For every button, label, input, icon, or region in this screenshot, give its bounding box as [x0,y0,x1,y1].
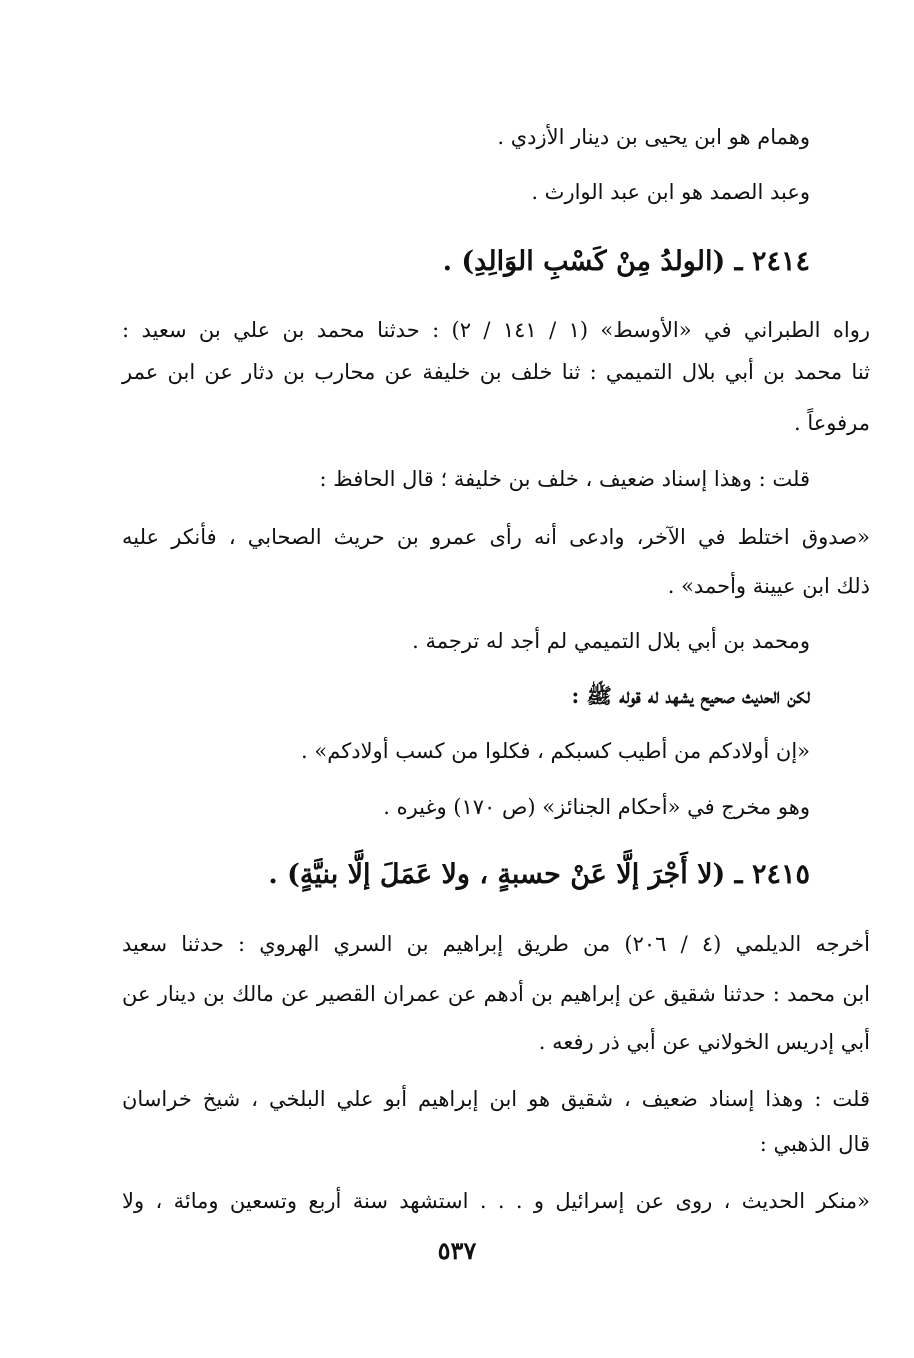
paragraph-line: ثنا محمد بن أبي بلال التميمي : ثنا خلف بن خليفة عن محارب بن دثار عن ابن عمر [122,360,870,384]
hadith-heading-2415: ٢٤١٥ ـ (لا أَجْرَ إلَّا عَنْ حسبةٍ ، ولا عَمَلَ إلَّا بنيَّةٍ) . [268,859,810,890]
paragraph-line: ومحمد بن أبي بلال التميمي لم أجد له ترجمة . [412,629,810,653]
paragraph-line: أخرجه الديلمي (٤ / ٢٠٦) من طريق إبراهيم بن السري الهروي : حدثنا سعيد [122,932,870,956]
quote-line: «صدوق اختلط في الآخر، وادعى أنه رأى عمرو بن حريث الصحابي ، فأنكر عليه [122,525,870,549]
paragraph-line: وهو مخرج في «أحكام الجنائز» (ص ١٧٠) وغيره . [383,795,810,819]
page-body [122,0,870,1358]
paragraph-line: لكن الحديث صحيح يشهد له قوله ﷺ : [571,683,810,708]
paragraph-line: ابن محمد : حدثنا شقيق عن إبراهيم بن أدهم عن عمران القصير عن مالك بن دينار عن [122,982,870,1006]
quote-line: «إن أولادكم من أطيب كسبكم ، فكلوا من كسب أولادكم» . [301,739,810,763]
paragraph-line: قلت : وهذا إسناد ضعيف ، شقيق هو ابن إبراهيم أبو علي البلخي ، شيخ خراسان [122,1087,870,1111]
paragraph-line: قلت : وهذا إسناد ضعيف ، خلف بن خليفة ؛ قال الحافظ : [319,467,810,491]
paragraph-line: أبي إدريس الخولاني عن أبي ذر رفعه . [538,1030,870,1054]
paragraph-line: وهمام هو ابن يحيى بن دينار الأزدي . [497,125,810,149]
paragraph-line: مرفوعاً . [793,411,870,435]
page-number: ٥٣٧ [437,1236,477,1265]
paragraph-line: قال الذهبي : [759,1132,870,1156]
quote-line: ذلك ابن عيينة وأحمد» . [667,574,870,598]
quote-line: «منكر الحديث ، روى عن إسرائيل و . . . استشهد سنة أربع وتسعين ومائة ، ولا [122,1189,870,1213]
paragraph-line: رواه الطبراني في «الأوسط» (١ / ١٤١ / ٢) : حدثنا محمد بن علي بن سعيد : [122,318,870,342]
paragraph-line: وعبد الصمد هو ابن عبد الوارث . [531,180,810,204]
hadith-heading-2414: ٢٤١٤ ـ (الولدُ مِنْ كَسْبِ الوَالِدِ) . [442,246,810,277]
